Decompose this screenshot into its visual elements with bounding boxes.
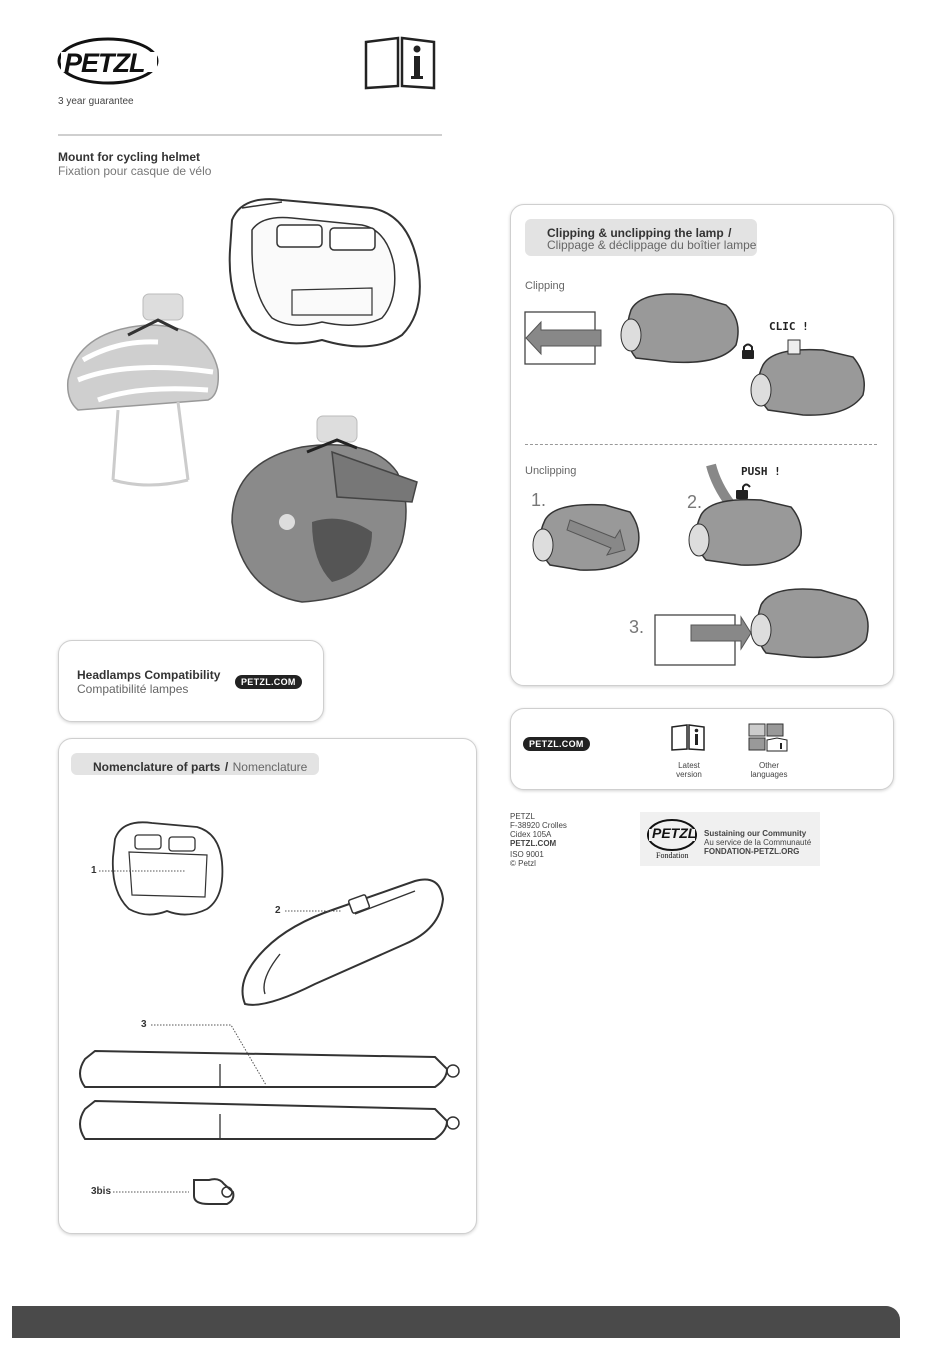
compatibility-panel	[58, 640, 324, 722]
compat-title-fr: Compatibilité lampes	[77, 682, 189, 696]
other-languages-label[interactable]: Other languages	[750, 761, 788, 779]
foundation-line-3[interactable]: FONDATION-PETZL.ORG	[704, 847, 800, 856]
clipping-panel	[510, 204, 894, 686]
step-1: 1.	[531, 490, 547, 510]
foundation-line-2: Au service de la Communauté	[704, 838, 812, 847]
foundation-logo-sub: Fondation	[656, 851, 689, 860]
clipping-title-fr: Clippage & déclippage du boîtier lampe	[547, 238, 757, 252]
nomenclature-panel	[58, 738, 477, 1234]
latest-version-icon[interactable]	[671, 723, 705, 751]
road-helmet-illustration	[58, 290, 228, 490]
address-line-5: ISO 9001	[510, 850, 544, 859]
clipping-separator: /	[728, 226, 732, 240]
part-2-leader	[285, 909, 345, 915]
clic-text: CLIC !	[769, 320, 809, 333]
step-3: 3.	[629, 617, 645, 637]
header-divider	[58, 134, 442, 136]
nomenclature-title-en: Nomenclature of parts	[93, 760, 221, 774]
mount-plate-illustration	[222, 190, 432, 360]
part-3bis-leader	[113, 1190, 193, 1196]
nomenclature-title-fr: Nomenclature	[232, 760, 308, 774]
site-link-badge[interactable]: PETZL.COM	[523, 737, 590, 751]
fullface-helmet-illustration	[222, 412, 422, 612]
part-label-2: 2	[275, 905, 281, 916]
links-panel	[510, 708, 894, 790]
address-line-3: Cidex 105A	[510, 830, 552, 839]
info-book-icon	[364, 34, 436, 90]
clipping-illustration	[521, 280, 751, 370]
petzl-logo	[58, 38, 162, 86]
address-block	[510, 812, 567, 868]
step-2: 2.	[687, 492, 703, 512]
unclipping-label: Unclipping	[525, 465, 577, 477]
petzl-logo-text: PETZL	[64, 48, 145, 78]
foundation-block	[640, 812, 820, 866]
guarantee-text: 3 year guarantee	[58, 96, 134, 107]
footer-bar	[12, 1306, 900, 1338]
clip-divider	[525, 444, 877, 445]
other-languages-icon[interactable]	[747, 722, 789, 752]
address-line-6: © Petzl	[510, 859, 536, 868]
unclip-step-2-illustration	[681, 465, 811, 575]
part-buckle	[189, 1172, 239, 1212]
foundation-logo-text: PETZL	[652, 825, 697, 841]
push-text: PUSH !	[741, 465, 781, 478]
clipping-title-en: Clipping & unclipping the lamp	[547, 226, 724, 240]
address-line-2: F-38920 Crolles	[510, 821, 567, 830]
product-title-en: Mount for cycling helmet	[58, 150, 201, 164]
unclip-step-3-illustration	[651, 575, 881, 670]
foundation-text	[704, 829, 811, 856]
product-title-fr: Fixation pour casque de vélo	[58, 164, 212, 178]
nomenclature-heading	[93, 758, 307, 776]
part-label-1: 1	[91, 865, 97, 876]
latest-version-label[interactable]: Latest version	[676, 761, 702, 779]
part-label-3bis: 3bis	[91, 1186, 112, 1197]
part-1-leader	[99, 869, 189, 875]
address-line-4: PETZL.COM	[510, 839, 557, 848]
compat-title-en: Headlamps Compatibility	[77, 668, 221, 682]
part-label-3: 3	[141, 1019, 147, 1030]
compat-link-badge[interactable]: PETZL.COM	[235, 675, 302, 689]
clipped-lamp-illustration	[743, 335, 873, 425]
address-line-1: PETZL	[510, 812, 535, 821]
nomenclature-separator: /	[224, 760, 229, 774]
clipping-label: Clipping	[525, 280, 565, 292]
part-elastic-strap	[235, 869, 450, 1009]
foundation-line-1: Sustaining our Community	[704, 829, 807, 838]
part-3-leader	[151, 1023, 271, 1093]
unclip-step-1-illustration	[525, 490, 645, 580]
